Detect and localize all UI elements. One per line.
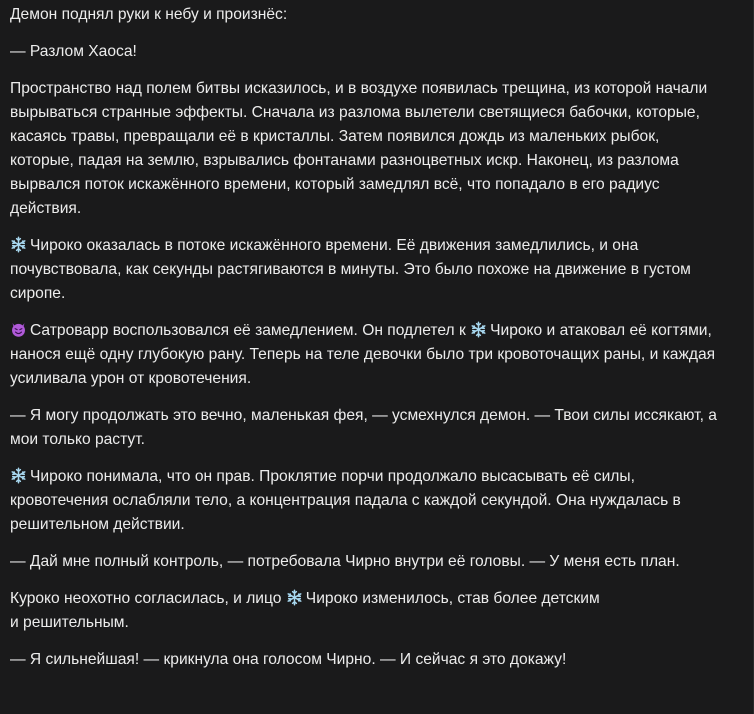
paragraph-text: Куроко неохотно согласилась, и лицо: [10, 590, 282, 607]
paragraph-1: [10, 3, 718, 27]
paragraph-text: Чироко оказалась в потоке искажённого времени. Её движения замедлились, и она почувствовала, как секунды растягиваются в минуты. Это было похоже на движение в густом сиропе.: [10, 237, 691, 302]
paragraph-9: [10, 587, 718, 635]
snowflake-icon: [286, 589, 303, 606]
paragraph-text: — Я сильнейшая! — крикнула она голосом Чирно. — И сейчас я это докажу!: [10, 651, 567, 668]
paragraph-6: [10, 404, 718, 452]
smiling-devil-icon: [10, 321, 27, 338]
paragraph-text: — Я могу продолжать это вечно, маленькая фея, — усмехнулся демон. — Твои силы иссякают, а мои только растут.: [10, 407, 717, 448]
paragraph-text: — Дай мне полный контроль, — потребовала Чирно внутри её головы. — У меня есть план.: [10, 553, 680, 570]
paragraph-4: [10, 234, 718, 306]
paragraph-text: Демон поднял руки к небу и произнёс:: [10, 6, 288, 23]
paragraph-2: [10, 40, 718, 64]
paragraph-7: [10, 465, 718, 537]
snowflake-icon: [10, 236, 27, 253]
paragraph-8: [10, 550, 718, 574]
paragraph-text: — Разлом Хаоса!: [10, 43, 137, 60]
snowflake-icon: [10, 467, 27, 484]
snowflake-icon: [470, 321, 487, 338]
paragraph-text: Чироко изменилось, став более детским: [305, 590, 600, 607]
paragraph-text: Чироко и атаковал её когтями, нанося ещё одну глубокую рану. Теперь на теле девочки было три кровоточащих раны, и каждая усиливала урон от кровотечения.: [10, 322, 716, 387]
paragraph-5: [10, 319, 718, 391]
paragraph-text: Пространство над полем битвы исказилось, и в воздухе появилась трещина, из которой начали вырываться странные эффекты. Сначала из разлома вылетели светящиеся бабочки, которые, касаясь травы, превращали её в кристаллы. Затем появился дождь из маленьких рыбок, которые, падая на землю, взрывались фонтанами разноцветных искр. Наконец, из разлома вырвался поток искажённого времени, который замедлял всё, что попадало в его радиус действия.: [10, 80, 708, 217]
paragraph-10: [10, 648, 718, 672]
paragraph-text: Чироко понимала, что он прав. Проклятие порчи продолжало высасывать её силы, кровотечения ослабляли тело, а концентрация падала с каждой секундой. Она нуждалась в решительном действии.: [10, 468, 681, 533]
paragraph-text: и решительным.: [10, 614, 129, 631]
paragraph-text: Сатроварр воспользовался её замедлением. Он подлетел к: [30, 322, 466, 339]
paragraph-3: [10, 77, 718, 221]
